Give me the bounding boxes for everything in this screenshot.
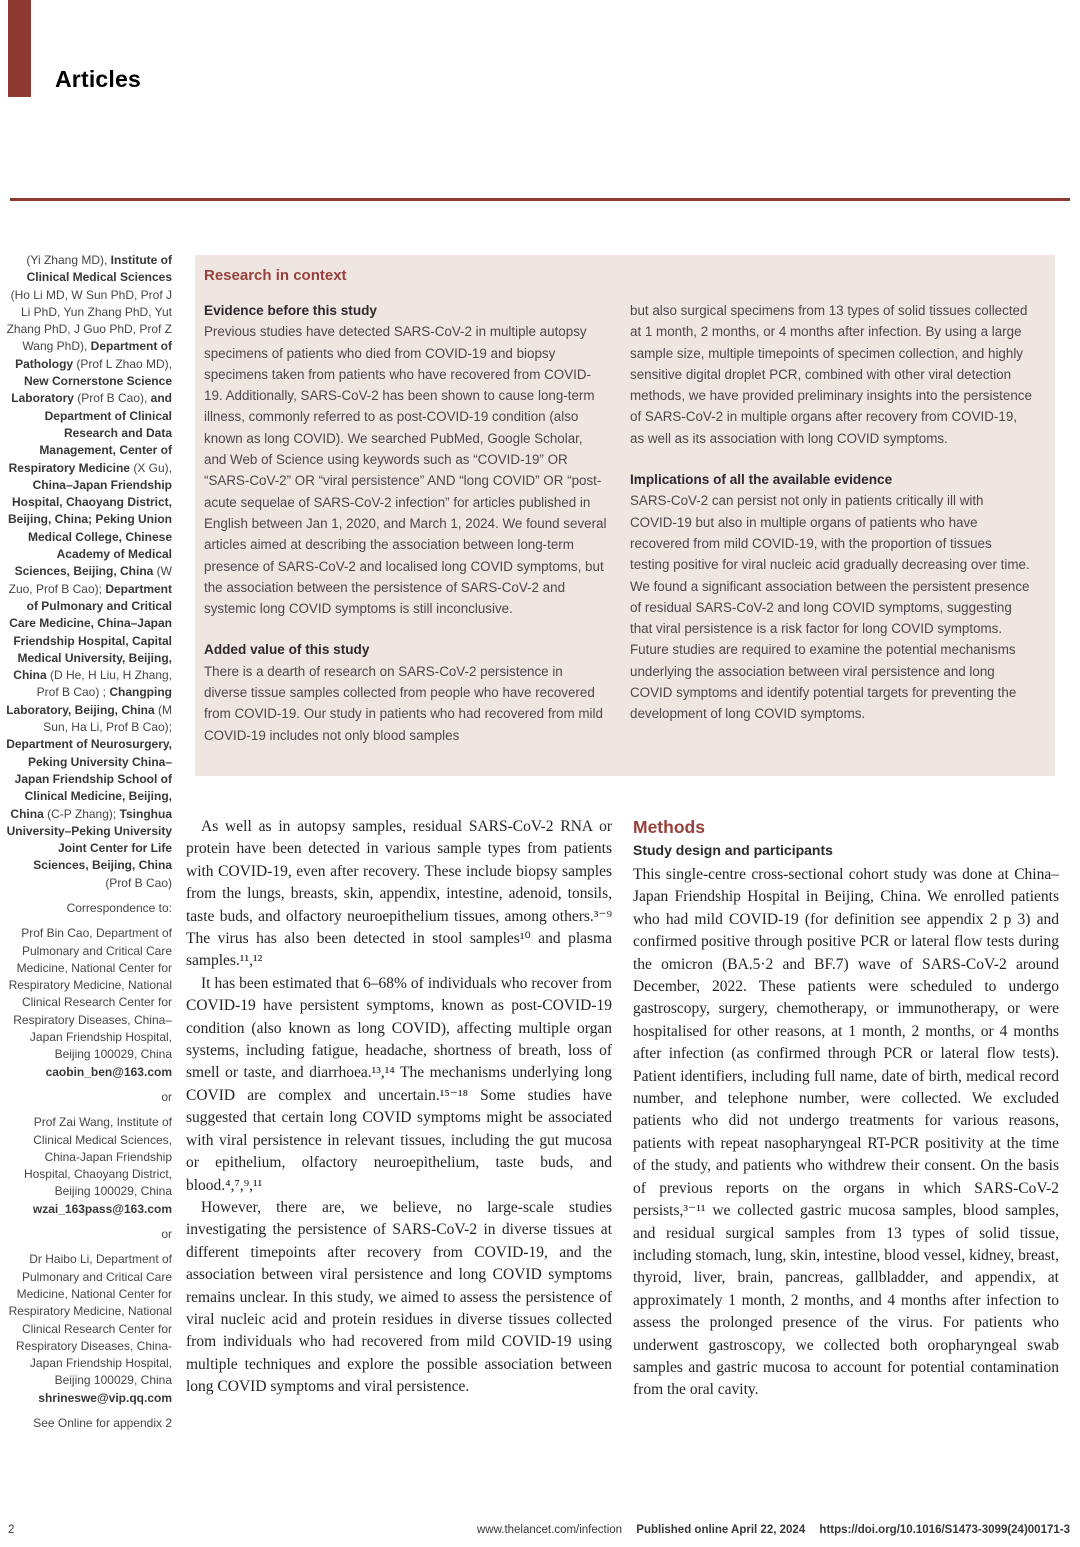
email-link[interactable]: caobin_ben@163.com: [45, 1064, 172, 1079]
body-right-column: [633, 816, 1059, 1402]
sidebar-text-run: (M Sun, Ha Li, Prof B Cao);: [43, 702, 172, 735]
sidebar-text-run: or: [161, 1227, 172, 1242]
footer-doi-link[interactable]: https://doi.org/10.1016/S1473-3099(24)00171-3: [819, 1524, 1070, 1536]
see-online-link[interactable]: See Online for appendix 2: [33, 1416, 172, 1430]
panel-right-column: [630, 300, 1033, 746]
panel-subheading-added-value: Added value of this study: [204, 642, 370, 658]
email-link[interactable]: shrineswe@vip.qq.com: [38, 1390, 172, 1405]
body-paragraph: This single-centre cross-sectional cohort study was done at China–Japan Friendship Hospital in Beijing, China. We enrolled patients who had mild COVID-19 (for definition see appendix 2 p 3) and confirmed positive through positive PCR or lateral flow tests during the omicron (BA.5·2 and BF.7) wave of SARS-CoV-2 around December, 2022. These patients were scheduled to undergo gastroscopy, surgery, chemotherapy, or immunotherapy, or were hospitalised for other reasons, at 1 month, 2 months, or 4 months after infection (as confirmed through PCR or lateral flow tests). Patient identifiers, including full name, date of birth, medical record number, and telephone number, were collected. We excluded patients who did not undergo treatments for various reasons, patients with repeat nasopharyngeal RT-PCR positivity at the time of the study, and patients who withdrew their consent. On the basis of previous reports on the organs in which SARS-CoV-2 persists,³⁻¹¹ we collected gastric mucosa samples, blood samples, and residual surgical samples from 13 types of solid tissue, including stomach, lung, skin, intestine, blood vessel, kidney, breast, thyroid, liver, brain, pancreas, gallbladder, and appendix, at approximately 1 month, 2 months, and 4 months after infection to assess the prolonged presence of the virus. For patients who underwent gastroscopy, we collected both oropharyngeal swab samples and gastric mucosa to account for potential contamination from the oral cavity.: [633, 866, 1059, 1399]
sidebar-text-run: or: [161, 1089, 172, 1104]
body-left-column: [186, 816, 612, 1402]
methods-heading: Methods: [633, 817, 705, 837]
methods-subheading: Study design and participants: [633, 842, 833, 858]
sidebar-text-run: Department of Neurosurgery, Peking University China–Japan Friendship School of Clinical Medicine, Beijing, China: [6, 737, 172, 821]
article-body: [186, 816, 1059, 1402]
sidebar-block: [6, 1415, 172, 1432]
sidebar-text-run: Department of Pulmonary and Critical Care Medicine, China–Japan Friendship Hospital, Capital Medical University, Beijing, China: [9, 581, 172, 683]
sidebar-text-run: (D He, H Liu, H Zhang, Prof B Cao) ;: [36, 668, 172, 700]
panel-title: Research in context: [204, 267, 347, 284]
sidebar-text-run: (X Gu),: [133, 460, 172, 475]
body-paragraph: It has been estimated that 6–68% of individuals who recover from COVID-19 have persistent symptoms, known as post-COVID-19 condition (also known as long COVID), affecting multiple organ systems, including fatigue, headache, shortness of breath, loss of smell or taste, and diarrhoea.¹³,¹⁴ The mechanisms underlying long COVID are complex and uncertain.¹⁵⁻¹⁸ Some studies have suggested that certain long COVID symptoms might be associated with viral persistence in relevant tissues, including the gut mucosa or epithelium, olfactory neuroepithelium, taste buds, and blood.⁴,⁷,⁹,¹¹: [186, 974, 612, 1194]
email-link[interactable]: wzai_163pass@163.com: [32, 1201, 172, 1216]
research-in-context-panel: [195, 255, 1055, 776]
sidebar-block: [6, 1114, 172, 1218]
sidebar-text-run: (Prof B Cao): [105, 875, 172, 890]
sidebar-text-run: (W Zuo, Prof B Cao);: [8, 564, 172, 596]
sidebar-text-run: Prof Zai Wang, Institute of Clinical Medical Sciences, China-Japan Friendship Hospital, Chaoyang District, Beijing 100029, China: [23, 1115, 172, 1199]
sidebar-text-run: (Ho Li MD, W Sun PhD, Prof J Li PhD, Yun Zhang PhD, Yut Zhang PhD, J Guo PhD, Prof Z Wang PhD),: [6, 287, 172, 354]
footer-citation: [477, 1524, 1070, 1536]
sidebar-text-run: Changping Laboratory, Beijing, China: [6, 685, 172, 717]
affiliations-sidebar: [6, 252, 172, 1432]
divider-rule: [10, 198, 1070, 201]
sidebar-block: [6, 1226, 172, 1243]
panel-paragraph: SARS-CoV-2 can persist not only in patients critically ill with COVID-19 but also in multiple organs of patients who have recovered from mild COVID-19, with the proportion of tissues testing positive for viral nucleic acid gradually decreasing over time. We found a significant association between the persistent presence of residual SARS-CoV-2 and long COVID symptoms, suggesting that viral persistence is a risk factor for long COVID symptoms. Future studies are required to examine the potential mechanisms underlying the association between viral persistence and long COVID symptoms and identify potential targets for preventing the development of long COVID symptoms.: [630, 493, 1030, 722]
lancet-brand-bar: [8, 0, 31, 97]
sidebar-text-run: (C-P Zhang);: [47, 806, 120, 821]
panel-paragraph: but also surgical specimens from 13 types of solid tissues collected at 1 month, 2 months, or 4 months after infection. By using a large sample size, multiple timepoints of specimen collection, and highly sensitive digital droplet PCR, combined with other viral detection methods, we have provided preliminary insights into the persistence of SARS-CoV-2 in multiple organs after recovery from COVID-19, as well as its association with long COVID symptoms.: [630, 303, 1032, 446]
sidebar-block: [6, 1251, 172, 1407]
sidebar-text-run: Department of Pathology: [15, 339, 172, 371]
panel-subheading-evidence: Evidence before this study: [204, 303, 377, 318]
footer-url-link[interactable]: www.thelancet.com/infection: [476, 1524, 623, 1536]
sidebar-block: [6, 252, 172, 892]
panel-subheading-implications: Implications of all the available evidence: [630, 472, 893, 488]
panel-paragraph: Previous studies have detected SARS-CoV-2 in multiple autopsy specimens of patients who died from COVID-19 and biopsy specimens taken from patients who have recovered from COVID-19. Additionally, SARS-CoV-2 has been shown to cause long-term illness, commonly referred to as post-COVID-19 condition (also known as long COVID). We searched PubMed, Google Scholar, and Web of Science using keywords such as “COVID-19” OR “SARS-CoV-2” OR “viral persistence” AND “long COVID” OR “post-acute sequelae of SARS-CoV-2 infection” for articles published in English between Jan 1, 2020, and March 1, 2024. We found several articles aimed at describing the association between long-term presence of SARS-CoV-2 and localised long COVID symptoms, but the association between the persistence of SARS-CoV-2 and systemic long COVID symptoms is still inconclusive.: [204, 324, 607, 617]
sidebar-text-run: Dr Haibo Li, Department of Pulmonary and Critical Care Medicine, National Center for Respiratory Medicine, National Clinical Research Center for Respiratory Diseases, China-Japan Friendship Hospital, Beijing 100029, China: [8, 1252, 172, 1388]
footer-published-date: Published online April 22, 2024: [636, 1524, 806, 1536]
body-paragraph: As well as in autopsy samples, residual SARS-CoV-2 RNA or protein have been detected in various sample types from patients with COVID-19, even after recovery. These include biopsy samples from the lungs, breasts, skin, appendix, intestine, adenoid, tonsils, taste buds, and olfactory neuroepithelium tissues, among others.³⁻⁹ The virus has also been detected in stool samples¹⁰ and plasma samples.¹¹,¹²: [186, 818, 612, 970]
body-paragraph: However, there are, we believe, no large-scale studies investigating the persistence of SARS-CoV-2 in diverse tissues at different timepoints after recovery from COVID-19, and the association between viral persistence and long COVID symptoms remains unclear. In this study, we aimed to assess the persistence of viral nucleic acid and protein residues in diverse tissues collected from individuals who had recovered from mild COVID-19 using multiple techniques and explore the possible association between long COVID symptoms and viral persistence.: [186, 1198, 612, 1396]
footer-page-number: 2: [8, 1524, 15, 1536]
sidebar-text-run: Tsinghua University–Peking University Joint Center for Life Sciences, Beijing, China: [6, 806, 172, 873]
sidebar-block: [6, 925, 172, 1081]
sidebar-text-run: Prof Bin Cao, Department of Pulmonary and Critical Care Medicine, National Center for Respiratory Medicine, National Clinical Research Center for Respiratory Diseases, China–Japan Friendship Hospital, Beijing 100029, China: [8, 926, 172, 1062]
sidebar-block: [6, 900, 172, 917]
sidebar-text-run: (Yi Zhang MD),: [26, 253, 111, 267]
panel-paragraph: There is a dearth of research on SARS-CoV-2 persistence in diverse tissue samples collected from people who have recovered from COVID-19. Our study in patients who had recovered from mild COVID-19 includes not only blood samples: [204, 663, 603, 743]
sidebar-text-run: China–Japan Friendship Hospital, Chaoyang District, Beijing, China; Peking Union Medical College, Chinese Academy of Medical Sciences, Beijing, China: [7, 477, 172, 579]
sidebar-text-run: Institute of Clinical Medical Sciences: [26, 253, 172, 285]
panel-columns: [204, 300, 1039, 746]
sidebar-text-run: New Cornerstone Science Laboratory: [11, 374, 172, 406]
sidebar-text-run: Correspondence to:: [66, 900, 172, 915]
sidebar-block: [6, 1089, 172, 1106]
panel-left-column: [204, 300, 607, 746]
sidebar-text-run: (Prof B Cao),: [77, 391, 151, 406]
section-label: Articles: [55, 66, 141, 92]
sidebar-text-run: (Prof L Zhao MD),: [76, 356, 172, 371]
sidebar-text-run: and Department of Clinical Research and Data Management, Center of Respiratory Medicine: [8, 391, 172, 475]
